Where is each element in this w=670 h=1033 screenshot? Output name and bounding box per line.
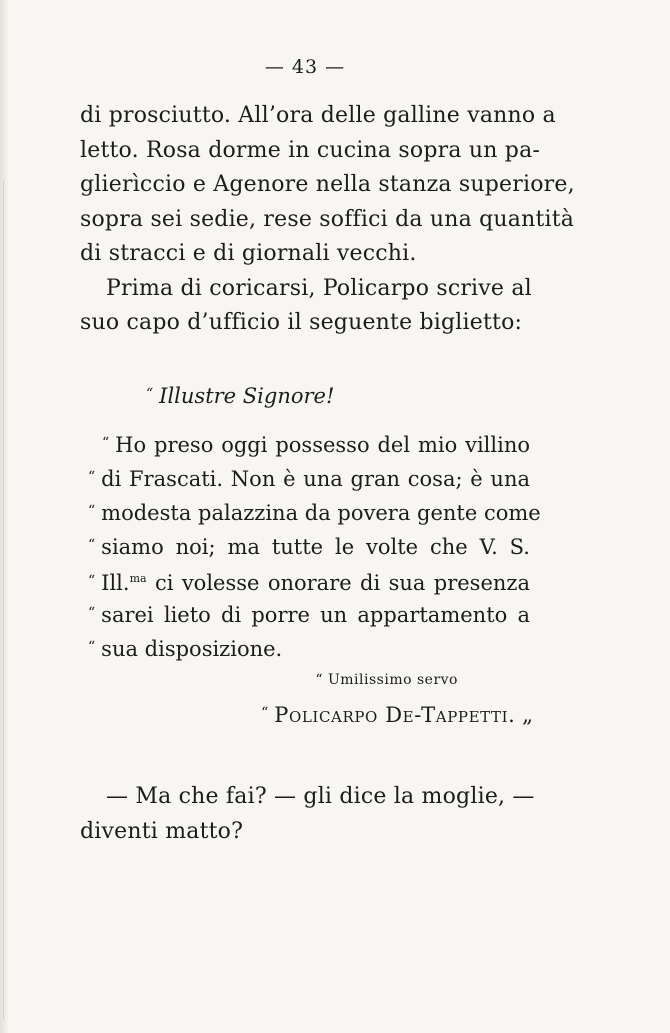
letter-line: “ di Frascati. Non è una gran cosa; è una xyxy=(88,467,530,491)
dialogue-line: diventi matto? xyxy=(80,819,244,844)
quote-mark: “ xyxy=(88,469,96,485)
quote-mark: “ xyxy=(88,639,96,655)
text-line: sopra sei sedie, rese soffici da una quantità xyxy=(80,207,575,232)
quote-mark: “ xyxy=(88,605,96,621)
quote-mark: “ xyxy=(88,537,96,553)
quote-mark: “ xyxy=(146,386,154,402)
text-line: suo capo d’ufficio il seguente biglietto: xyxy=(80,310,523,335)
text-line: Prima di coricarsi, Policarpo scrive al xyxy=(106,276,532,301)
letter-line: “ Ho preso oggi possesso del mio villino xyxy=(102,433,530,457)
page-number: — 43 — xyxy=(264,56,346,78)
page-edge-line xyxy=(3,180,4,1020)
letter-line: “ modesta palazzina da povera gente come xyxy=(88,501,541,525)
text-line: letto. Rosa dorme in cucina sopra un pa- xyxy=(80,138,541,163)
letter-line: “ sua disposizione. xyxy=(88,637,283,661)
signature-name: Policarpo De-Tappetti. xyxy=(274,703,516,727)
quote-mark: “ xyxy=(88,573,96,589)
ill-superscript: ma xyxy=(129,572,147,585)
dialogue-line: — Ma che fai? — gli dice la moglie, — xyxy=(106,784,535,809)
letter-salutation xyxy=(146,384,334,408)
letter-line: “ Ill.$^{ma}$ ci volesse onorare di sua presenza xyxy=(88,571,530,595)
salutation-text: Illustre Signore! xyxy=(159,384,335,408)
quote-mark: “ xyxy=(102,435,110,451)
letter-line: “ siamo noi; ma tutte le volte che V. S. xyxy=(88,535,530,559)
text-line: glierìccio e Agenore nella stanza superiore, xyxy=(80,172,575,197)
text-line: di stracci e di giornali vecchi. xyxy=(80,241,417,266)
ill-abbrev: Ill. xyxy=(101,571,130,595)
letter-line: “ sarei lieto di porre un appartamento a xyxy=(88,603,530,627)
letter-signature: “ Policarpo De-Tappetti. „ xyxy=(261,703,533,727)
page-edge-shadow xyxy=(0,0,9,1033)
text-line: di prosciutto. All’ora delle galline vanno a xyxy=(80,103,556,128)
letter-closing: “ Umilissimo servo xyxy=(315,672,458,688)
quote-mark: “ xyxy=(88,503,96,519)
